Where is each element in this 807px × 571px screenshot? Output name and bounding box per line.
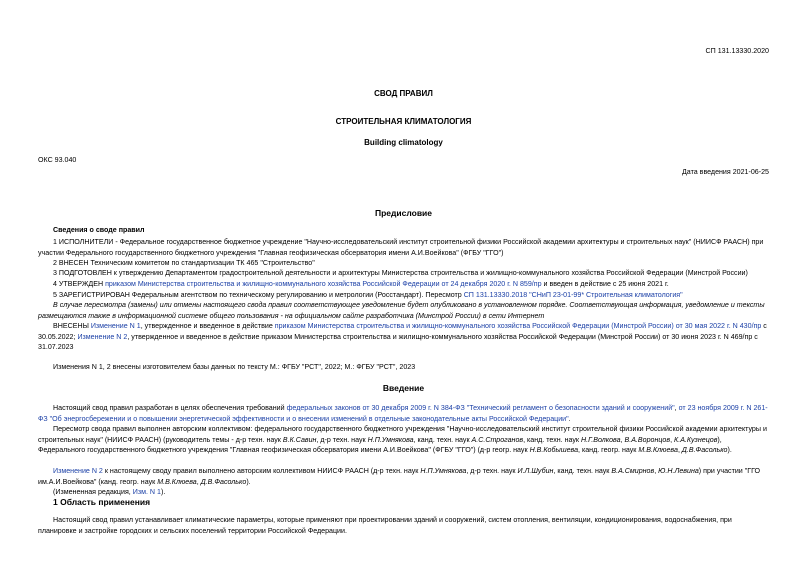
law-261-link[interactable]: от 23 ноября 2009 г. N 261-ФЗ "Об энергосбережении и о повышении энергетической эффективности и о внесении изменений в отдельные законодательные акты Российской Федерации"	[38, 404, 768, 423]
preface-subheading: Сведения о своде правил	[53, 226, 145, 234]
sp-2018-link[interactable]: СП 131.13330.2018 "СНиП 23-01-99* Строительная климатология"	[463, 291, 683, 299]
introduction-heading: Введение	[382, 383, 425, 393]
preface-item-5: 5 ЗАРЕГИСТРИРОВАН Федеральным агентством по техническому регулированию и метрологии (Росстандарт). Пересмотр СП 131.13330.2018 "СНиП 23-01-99* Строительная климатология"	[53, 291, 683, 299]
amendment-2-intro-link[interactable]: Изменение N 2	[53, 467, 103, 475]
preface-db-note: Изменения N 1, 2 внесены изготовителем базы данных по тексту М.: ФГБУ "РСТ", 2022; М.: ФГБУ "РСТ", 2023	[53, 363, 416, 371]
law-384-link[interactable]: федеральных законов от 30 декабря 2009 г. N 384-ФЗ "Технический регламент о безопасности зданий и сооружений"	[286, 404, 675, 412]
section-1-paragraph: Настоящий свод правил устанавливает климатические параметры, которые применяют при проектировании зданий и сооружений, систем отопления, вентиляции, кондиционирования, водоснабжения, при планировке и застройке городских и сельских поселений территории Российской Федерации.	[38, 516, 732, 535]
oks-code: ОКС 93.040	[38, 156, 77, 164]
preface-item-3: 3 ПОДГОТОВЛЕН к утверждению Департаментом градостроительной деятельности и архитектуры Министерства строительства и жилищно-коммунального хозяйства Российской Федерации (Минстрой России)	[53, 269, 748, 277]
doc-title: СВОД ПРАВИЛ	[374, 89, 433, 98]
preface-amendments: ВНЕСЕНЫ Изменение N 1, утвержденное и введенное в действие приказом Министерства строительства и жилищно-коммунального хозяйства Российской Федерации (Минстрой России) от 30 мая 2022 г. N 430/пр с 30.05.2022; Изменение N 2, утвержденное и введенное в действие приказом Министерства строительства и жилищно-коммунального хозяйства Российской Федерации (Минстрой России) от 30 июня 2023 г. N 469/пр с 31.07.2023	[38, 322, 767, 352]
doc-title-english: Building climatology	[364, 138, 443, 147]
section-1-heading: 1 Область применения	[53, 497, 151, 507]
order-430-link[interactable]: приказом Министерства строительства и жилищно-коммунального хозяйства Российской Федерации (Минстрой России) от 30 мая 2022 г. N 430/пр	[274, 322, 762, 330]
order-859-link[interactable]: приказом Министерства строительства и жилищно-коммунального хозяйства Российской Федерации от 24 декабря 2020 г. N 859/пр	[105, 280, 542, 288]
preface-item-4: 4 УТВЕРЖДЕН приказом Министерства строительства и жилищно-коммунального хозяйства Российской Федерации от 24 декабря 2020 г. N 859/пр и введен в действие с 25 июня 2021 г.	[53, 280, 669, 288]
intro-paragraph-1: Настоящий свод правил разработан в целях обеспечения требований федеральных законов от 30 декабря 2009 г. N 384-ФЗ "Технический регламент о безопасности зданий и сооружений", от 23 ноября 2009 г. N 261-ФЗ "Об энергосбережении и о повышении энергетической эффективности и о внесении изменений в отдельные законодательные акты Российской Федерации".	[38, 404, 768, 423]
amendment-2-link[interactable]: Изменение N 2	[77, 332, 128, 341]
intro-paragraph-2: Пересмотр свода правил выполнен авторским коллективом: федерального государственного бюджетного учреждения "Научно-исследовательский институт строительной физики Российской академии архитектуры и строительных наук" (НИИСФ РААСН) (руководитель темы - д-р техн. наук В.К.Савин, д-р техн. наук Н.П.Умнякова, канд. техн. наук А.С.Строганов, канд. техн. наук Н.Г.Волкова, В.А.Воронцов, К.А.Кузнецов), Федерального государственного бюджетного учреждения "Главная геофизическая обсерватория имени А.И.Воейкова" (ФГБУ "ГГО") (д-р геогр. наук Н.В.Кобышева, канд. геогр. наук М.В.Клюева, Д.В.Фасолько).	[38, 425, 767, 455]
amendment-1-link[interactable]: Изменение N 1	[90, 322, 141, 330]
intro-date: Дата введения 2021-06-25	[682, 168, 769, 176]
doc-code: СП 131.13330.2020	[705, 47, 769, 55]
preface-item-1: 1 ИСПОЛНИТЕЛИ - Федеральное государственное бюджетное учреждение "Научно-исследовательский институт строительной физики Российской академии архитектуры и строительных наук" (НИИСФ РААСН) при участии Федерального государственного бюджетного учреждения "Главная геофизическая обсерватория имени А.И.Воейкова" (ФГБУ "ГГО")	[38, 238, 764, 257]
doc-subtitle: СТРОИТЕЛЬНАЯ КЛИМАТОЛОГИЯ	[335, 117, 472, 126]
intro-edit-note: (Измененная редакция, Изм. N 1).	[53, 488, 166, 496]
preface-heading: Предисловие	[374, 208, 433, 218]
change-1-link[interactable]: Изм. N 1	[132, 488, 161, 496]
intro-paragraph-3: Изменение N 2 к настоящему своду правил выполнено авторским коллективом НИИСФ РААСН (д-р техн. наук Н.П.Умнякова, д-р техн. наук И.Л.Шубин, канд. техн. наук В.А.Смирнов, Ю.Н.Левина) при участии "ГГО им.А.И.Воейкова" (канд. геогр. наук М.В.Клюева, Д.В.Фасолько).	[38, 467, 761, 486]
preface-notice: В случае пересмотра (замены) или отмены настоящего свода правил соответствующее уведомление будет опубликовано в установленном порядке. Соответствующая информация, уведомление и тексты размещаются также в информационной системе общего пользования - на официальном сайте разработчика (Минстрой России) в сети Интернет	[38, 301, 765, 320]
preface-item-2: 2 ВНЕСЕН Техническим комитетом по стандартизации ТК 465 "Строительство"	[53, 259, 315, 267]
